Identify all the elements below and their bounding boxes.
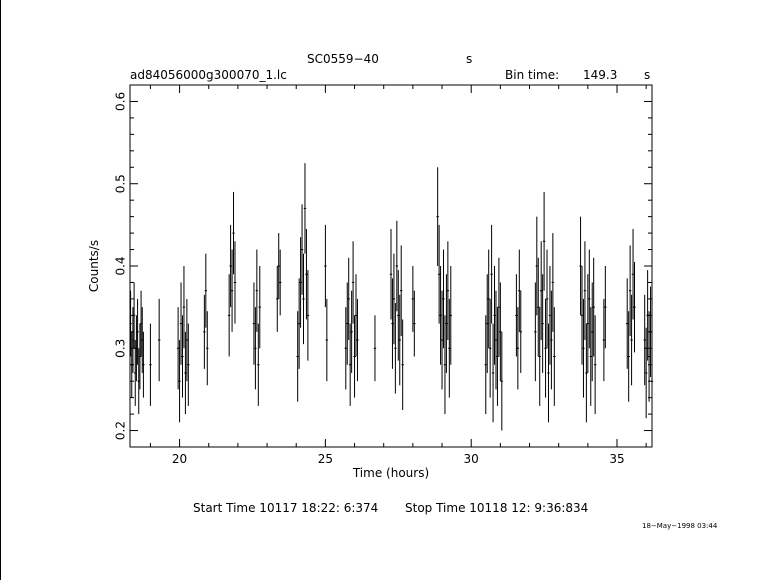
- x-tick-label: 35: [609, 452, 625, 466]
- axis-ticks: [114, 85, 653, 466]
- stop-time: Stop Time 10118 12: 9:36:834: [405, 501, 589, 515]
- x-axis-label: Time (hours): [352, 466, 430, 480]
- object-name: SC0559−40: [307, 52, 379, 66]
- y-tick-label: 0.4: [113, 256, 128, 276]
- bin-time-unit: s: [644, 68, 651, 82]
- timestamp: 18−May−1998 03:44: [642, 522, 718, 530]
- y-tick-label: 0.5: [113, 174, 128, 194]
- bin-time-label: Bin time:: [505, 68, 560, 82]
- y-axis-label: Counts/s: [87, 239, 101, 293]
- file-name: ad84056000g300070_1.lc: [130, 68, 287, 82]
- y-tick-label: 0.6: [113, 91, 128, 112]
- x-tick-label: 20: [171, 452, 188, 466]
- x-tick-label: 25: [317, 452, 334, 466]
- y-tick-label: 0.3: [113, 338, 128, 358]
- x-tick-label: 30: [463, 452, 479, 466]
- object-unit: s: [466, 52, 473, 66]
- y-tick-label: 0.2: [113, 420, 128, 441]
- start-time: Start Time 10117 18:22: 6:374: [193, 501, 379, 515]
- bin-time-value: 149.3: [583, 68, 618, 82]
- data-marks: [129, 163, 653, 430]
